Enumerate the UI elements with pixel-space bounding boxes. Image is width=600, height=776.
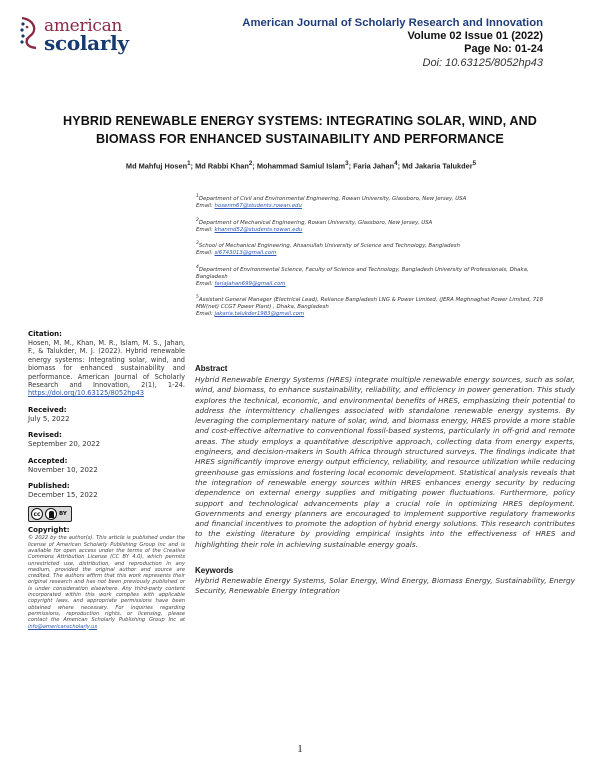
- email-label: Email:: [196, 280, 215, 287]
- revised-date: September 20, 2022: [28, 440, 101, 449]
- affiliation-sup: 3: [196, 241, 199, 246]
- author-name: Md Rabbi Khan: [195, 161, 249, 171]
- page-number: 1: [297, 743, 303, 755]
- email-label: Email:: [196, 311, 215, 318]
- email-link[interactable]: hosenm67@students.rowan.edu: [214, 203, 302, 209]
- author-sup: 5: [472, 160, 477, 167]
- author-sup: 4: [394, 160, 398, 167]
- affiliation-sup: 5: [196, 295, 199, 301]
- copyright-body: © 2022 by the author(s). This article is published under the license of American Scholarly Publishing Group Inc and is available for open access under the terms of the Creative Commons Attribution License (CC BY 4.0), which permits unrestricted use, distribution, and reproduction in any medium, provided the original author and source are credited. The authors affirm that this work represents their original research and has not been previously published or is under consideration elsewhere. Any third-party content incorporated within this work complies with applicable copyright laws, and appropriate permissions have been obtained where necessary. For inquiries regarding permissions, reproduction rights, or licensing, please contact the American Scholarly Publishing Group Inc at: [28, 535, 185, 624]
- journal-doi: Doi: 10.63125/8052hp43: [422, 57, 543, 69]
- copyright-text: [28, 535, 185, 629]
- affiliation-dept: Assistant General Manager (Electrical Lead), Reliance Bangladesh LNG & Power Limited, (JERA Meghnaghat Power Limited, 718 MW(net) CCGT Power Plant) , Dhaka, Bangladesh: [196, 297, 544, 311]
- email-label: Email:: [196, 250, 215, 256]
- logo-text-bottom: scolarly: [44, 31, 129, 55]
- cc-by-license-badge[interactable]: [28, 506, 72, 522]
- logo-text-top: american: [44, 16, 123, 36]
- abstract-text: Hybrid Renewable Energy Systems (HRES) integrate multiple renewable energy sources, such as solar, wind, and biomass, to enhance sustainability, reliability, and efficiency in power generation. This study explores the technical, economic, and environmental benefits of HRES, emphasizing their potential to address the intermittency challenges associated with standalone renewable energy systems. By leveraging the complementary nature of solar, wind, and biomass energy, HRES provide a more stable and cost-effective alternative to conventional fossil-based systems, particularly in off-grid and remote areas. The study employs a quantitative descriptive approach, collecting data from energy experts, engineers, and decision-makers in South Africa through structured surveys. The findings indicate that HRES significantly improve energy output efficiency, reliability, and resource utilization while reducing greenhouse gas emissions and fostering local economic development. Statistical analysis reveals that the integration of renewable energy sources within HRES enhances energy security by reducing dependence on external energy supplies and mitigating power fluctuations. Furthermore, policy support and technological advancements play a crucial role in optimizing HRES deployment. Governments and energy planners are encouraged to implement supportive regulatory frameworks and financial incentives to promote the adoption of hybrid energy solutions. This research contributes to the existing literature by providing empirical insights into the effectiveness of HRES and highlighting their role in achieving sustainable energy goals.: [195, 375, 575, 549]
- author-sup: 1: [187, 160, 191, 167]
- affiliation-dept: Department of Environmental Science, Faculty of Science and Technology, Bangladesh University of Professionals, Dhaka, Bangladesh: [196, 266, 529, 280]
- keywords-text: Hybrid Renewable Energy Systems, Solar Energy, Wind Energy, Biomass Energy, Sustainability, Energy Security, Renewable Energy Integration: [195, 576, 575, 596]
- citation-body: Hosen, M. M., Khan, M. R., Islam, M. S., Jahan, F., & Talukder, M. J. (2022). Hybrid renewable energy systems: Integrating solar, wind, and biomass for enhanced sustainability and performance. American Journal of Scholarly Research and Innovation, 2(1), 1-24.: [28, 339, 185, 390]
- author-list: Md Mahfuj Hosen$^1$; Md Rabbi Khan$^2$; Mohammad Samiul Islam$^3$; Faria Jahan$^4$; Md Jakaria Talukder$^5$: [125, 160, 477, 171]
- author-name: Mohammad Samiul Islam: [256, 161, 346, 171]
- received-label: Received:: [28, 405, 67, 414]
- author-name: Md Mahfuj Hosen: [125, 161, 188, 171]
- accepted-label: Accepted:: [28, 456, 68, 465]
- affiliation-sup: 1: [196, 194, 199, 199]
- email-link[interactable]: fariajahan699@gmail.com: [214, 280, 286, 287]
- affiliation-item: [196, 264, 548, 288]
- email-link[interactable]: jakaria.talukder1983@gmail.com: [214, 311, 305, 318]
- copyright-heading: Copyright:: [28, 526, 70, 535]
- copyright-email-link[interactable]: info@americanscholarly.us: [28, 623, 98, 630]
- email-link[interactable]: si6743013@gmail.com: [214, 250, 277, 256]
- abstract-heading: Abstract: [195, 364, 228, 373]
- published-label: Published:: [28, 482, 70, 491]
- citation-doi-link[interactable]: https://doi.org/10.63125/8052hp43: [28, 389, 145, 398]
- received-date: July 5, 2022: [28, 414, 70, 423]
- paper-title: HYBRID RENEWABLE ENERGY SYSTEMS: INTEGRATING SOLAR, WIND, AND BIOMASS FOR ENHANCED SUSTAINABILITY AND PERFORMANCE: [63, 114, 537, 146]
- affiliation-sup: 4: [196, 264, 199, 270]
- affiliation-item: [196, 240, 548, 257]
- author-name: Md Jakaria Talukder: [402, 161, 473, 171]
- citation-text: [28, 339, 185, 398]
- affiliation-item: [196, 217, 548, 234]
- affiliation-dept: Department of Civil and Environmental Engineering, Rowan University, Glassboro, New Jersey, USA: [198, 195, 467, 202]
- cc-by-label: BY: [59, 511, 67, 518]
- journal-pages: Page No: 01-24: [464, 43, 543, 55]
- author-sup: 2: [248, 160, 253, 167]
- logo-mark-icon: [18, 16, 42, 50]
- email-link[interactable]: khanmd52@students.rowan.edu: [214, 226, 303, 233]
- attribution-icon: [45, 508, 57, 520]
- affiliation-item: [196, 193, 548, 210]
- affiliation-item: [196, 294, 548, 318]
- revised-label: Revised:: [28, 431, 62, 440]
- journal-volume: Volume 02 Issue 01 (2022): [407, 30, 543, 42]
- email-label: Email:: [196, 226, 215, 233]
- published-date: December 15, 2022: [28, 491, 98, 500]
- article-info-sidebar: [28, 330, 185, 630]
- affiliations: [196, 193, 548, 325]
- author-name: Faria Jahan: [353, 161, 395, 171]
- affiliation-sup: 2: [196, 217, 199, 223]
- cc-icon: cc: [31, 508, 43, 520]
- email-label: Email:: [196, 203, 215, 209]
- author-sup: 3: [345, 160, 349, 167]
- journal-name: American Journal of Scholarly Research and Innovation: [242, 17, 543, 29]
- journal-header: [242, 16, 543, 70]
- affiliation-dept: Department of Mechanical Engineering, Rowan University, Glassboro, New Jersey, USA: [198, 219, 433, 226]
- journal-logo: [18, 12, 128, 54]
- citation-heading: Citation:: [28, 330, 62, 338]
- accepted-date: November 10, 2022: [28, 465, 98, 474]
- abstract-section: [195, 358, 575, 597]
- affiliation-dept: School of Mechanical Engineering, Ahsanullah University of Science and Technology, Bangladesh: [198, 242, 461, 249]
- keywords-heading: Keywords: [195, 566, 234, 576]
